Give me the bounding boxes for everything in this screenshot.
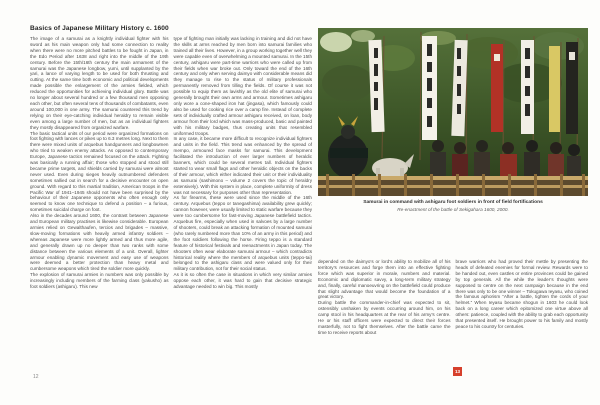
field-fortification: [318, 174, 588, 196]
paragraph: During battle the commander-in-chief was expected to sit, ostensibly unshaken by events occurring around him, on his camp stool in his headquarters at the rear of his army’s centre. He or his staff officers were expected to direct their forces masterfully, not to fight themselves. After the battle came the time to receive reports about: [318, 300, 451, 335]
right-page-columns: [318, 259, 588, 336]
paragraph: The explosion of samurai armies in numbers was only possible by increasingly including members of the farming class (yakusho) as foot soldiers (ashigaru). This new: [30, 272, 169, 290]
photo-caption-subtitle: Re-enactment of the battle of Sekigahara 1600, 2000.: [397, 206, 509, 212]
paragraph: As it is so often the case in situations in which very similar armies oppose each other, it was hard to gain that decisive strategic advantage needed to win big. This mostly: [173, 272, 312, 290]
right-page-column-2: [456, 259, 589, 336]
reenactment-photo: [318, 28, 588, 196]
paragraph: The image of a samurai as a knightly individual fighter with his sword as his main weapon only had some connection to reality when there were no more pitched battles to be fought in Japan, in the Edo Period after 1638 and right into the middle of the 19th century. Before the 15th/16th century the main armament of the samurai was the Japanese longbow, yumi, until supplanted by the yari, a lance of varying length to be used for both thrusting and cutting. At the same time both economic and political developments made possible the enlargement of the armies fielded, which reduced the opportunities for achieving individual glory. Battle was no longer about several hundred or a few thousand men opposing each other, but often several tens of thousands of combatants, even around 100,000 in one army. The samurai countered this trend by relying on their eye-catching individual heraldry to remain visible even among a large number of men, but as an individual fighters they mostly disappeared from organized warfare.: [30, 36, 169, 130]
paragraph: Also in the decades around 1600, the contrast between Japanese and European military practises is likewise considerable. European armies relied on Gewalthaufen, tercios and brigades – massive, slow-moving formations with heavily armed infantry soldiers – whereas Japanese were more lightly armed and thus more agile, and generally drawn up no deeper than two ranks with some distance between the various elements of a unit. Overall, lighter armour enabling dynamic movement and easy use of weapons were deemed a better protection than heavy metal and cumbersome weapons which tired the soldier more quickly.: [30, 213, 169, 272]
page-number-right: 13: [454, 369, 461, 374]
photo-caption-title: Samurai in command with ashigaru foot soldiers in front of field fortifications: [363, 200, 543, 205]
right-page-column-1: [318, 259, 451, 336]
page-title: Basics of Japanese Military History c. 1600: [30, 25, 169, 32]
paragraph: brave warriors who had proved their mettle by presenting the heads of defeated enemies for formal review. Rewards were to be handed out, even castles or entire provinces could be gained by top generals. All the while the leader’s thoughts were supposed to centre on the next campaign because in the end there was only to be one winner – Tokugawa Ieyasu, who coined the famous aphorism “After a battle, tighten the cords of your helmet.” When Ieyasu became shogun in 1603 he could look back on a long career which epitomized one virtue above all others: patience, coupled with the ability to grab each opportunity that presented itself. He brought power to his family and mostly peace to his country for centuries.: [455, 259, 588, 329]
photo-caption: [318, 200, 588, 213]
paragraph: type of fighting man initially was lacking in training and did not have the skills at arms reached by men born into samurai families who trained all their lives. However, in a group working together well they were capable even of overwhelming a mounted samurai. In the 15th century, ashigaru were part-time warriors who were called up from their fields when war broke out. Only toward the end of the 16th century and only when serving daimyo with considerable means did they manage to rise to the status of military professionals permanently removed from tilling the fields. Of course it was not possible to equip them as lavishly as the old elite of samurai who generally brought their own arms and armour. Sometimes ashigaru only wore a cone-shaped iron hat (jingasa), which famously could also be used for cooking rice over a camp fire. Instead of complete sets of individually crafted armour ashigaru received, on loan, body armour from their lord which was mass-produced, basic and painted with his military badges, thus creating units that resembled uniformed troops.: [173, 36, 312, 136]
paragraph: The basic tactical units of our period were organized formations on foot fighting with lances or pikes up to 6.3 metres long. Next to them there were mixed units of arquebus handgunners and longbowmen who tried to weaken enemy attacks. As opposed to contemporary Europe, Japanese tactics remained focused on the attack. Fighting was basically a running affair; those who stopped and stood still became prime targets, and shields carried by samurai were almost never used. Even during sieges heavily outnumbered defenders sometimes sallied out in search for a decisive encounter on open ground. With regard to this martial tradition, American troops in the Pacific War of 1941–1945 should not have been surprised by the behaviour of their Japanese opponents who often enough only seemed to know one technique to defend a position – a furious, sometimes suicidal charge on foot.: [30, 130, 169, 213]
page-number-left: 12: [33, 374, 39, 380]
left-page-column-1: [30, 36, 169, 290]
right-page: [318, 28, 588, 335]
paragraph: As for firearms, these were used since the middle of the 16th century. Arquebus (teppo or tanegashima) availability grew quickly; cannon however, were usually limited to static warfare because they were too cumbersome for fast-moving Japanese battlefield tactics. Arquebus fire, especially when used in salvoes by a large number of shooters, could break an attacking formation of mounted samurai (who rarely numbered more than 10% of an army in this period) and the foot soldiers following the horse. Firing teppo is a standard feature of historical festivals and reenactments in Japan today. The shooters often wear elaborate samurai armour – which contradicts historical reality where the members of arquebus units (teppo-tai) belonged to the ashigaru class and were valued only for their military contribution, not for their social status.: [173, 195, 312, 272]
left-page-columns: [30, 36, 312, 290]
left-page-column-2: [174, 36, 313, 290]
paragraph: depended on the daimyo’s or lord’s ability to mobilize all of his territory’s resources and forge them into an effective fighting force which was superior in morale, numbers and material. Economic and diplomatic savvy, a long-term military strategy and, finally, careful manoeuvring on the battlefield could produce that slight advantage that would become the foundation of a great victory.: [318, 259, 451, 300]
paragraph: In any case, it became more difficult to recognize individual fighters and units in the field. This trend was enhanced by the spread of mempo, armoured face masks for samurai. This development facilitated the introduction of ever larger numbers of heraldic banners, which could be several metres tall. Individual fighters started to wear small flags and other heraldic objects on the backs of their armour, which either indicated their unit or their individuality as samurai (sashimono – volume 2 covers the topic of heraldry extensively). With this system in place, complete uniformity of dress was not necessary for purposes other than representation.: [173, 136, 312, 195]
left-page: [30, 25, 312, 290]
